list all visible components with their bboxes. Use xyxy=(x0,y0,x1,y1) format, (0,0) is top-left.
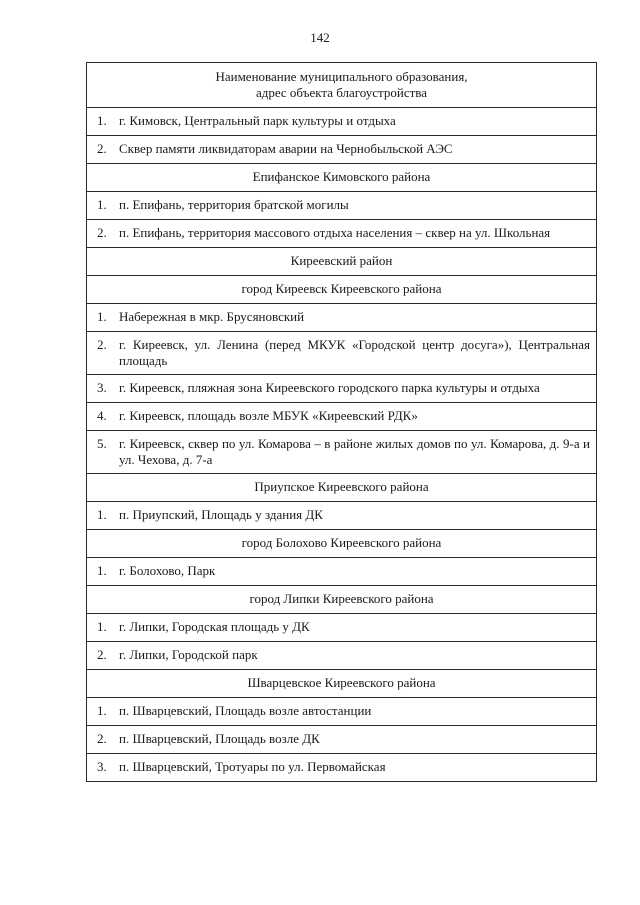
item-cell xyxy=(87,304,597,332)
item-number: 1. xyxy=(97,507,107,522)
item-number: 4. xyxy=(97,408,107,423)
item-cell xyxy=(87,220,597,248)
section-row xyxy=(87,276,597,304)
item-cell xyxy=(87,502,597,530)
item-cell xyxy=(87,431,597,474)
item-cell xyxy=(87,754,597,782)
section-title: город Киреевск Киреевского района xyxy=(87,276,597,304)
list-item xyxy=(93,225,590,241)
list-item xyxy=(93,619,590,635)
section-row xyxy=(87,474,597,502)
table-row xyxy=(87,502,597,530)
item-cell xyxy=(87,375,597,403)
table-row xyxy=(87,304,597,332)
list-item xyxy=(93,647,590,663)
table-row xyxy=(87,108,597,136)
table-header-cell xyxy=(87,63,597,108)
section-title: Приупское Киреевского района xyxy=(87,474,597,502)
item-cell xyxy=(87,726,597,754)
section-row xyxy=(87,530,597,558)
table-row xyxy=(87,375,597,403)
item-number: 2. xyxy=(97,731,107,746)
header-line-2: адрес объекта благоустройства xyxy=(255,85,428,100)
item-address: г. Липки, Городской парк xyxy=(119,647,258,662)
section-row xyxy=(87,248,597,276)
item-cell xyxy=(87,698,597,726)
list-item xyxy=(93,113,590,129)
item-address: Набережная в мкр. Брусяновский xyxy=(119,309,305,324)
table-row xyxy=(87,332,597,375)
item-number: 5. xyxy=(97,436,107,451)
item-address: п. Приупский, Площадь у здания ДК xyxy=(119,507,323,522)
section-title: город Липки Киреевского района xyxy=(87,586,597,614)
item-number: 2. xyxy=(97,647,107,662)
list-item xyxy=(93,197,590,213)
table-row xyxy=(87,726,597,754)
item-address: г. Болохово, Парк xyxy=(119,563,216,578)
item-number: 1. xyxy=(97,309,107,324)
table-row xyxy=(87,754,597,782)
list-item xyxy=(93,563,590,579)
item-address: п. Епифань, территория массового отдыха населения – сквер на ул. Школьная xyxy=(119,225,551,240)
item-number: 1. xyxy=(97,563,107,578)
item-number: 3. xyxy=(97,380,107,395)
table-row xyxy=(87,558,597,586)
item-number: 2. xyxy=(97,141,107,156)
list-item xyxy=(93,141,590,157)
section-title: Епифанское Кимовского района xyxy=(87,164,597,192)
item-address: г. Кимовск, Центральный парк культуры и отдыха xyxy=(119,113,396,128)
section-title: Киреевский район xyxy=(87,248,597,276)
item-address: г. Киреевск, сквер по ул. Комарова – в районе жилых домов по ул. Комарова, д. 9-а и ул. Чехова, д. 7-а xyxy=(119,436,590,467)
item-number: 1. xyxy=(97,619,107,634)
section-row xyxy=(87,586,597,614)
section-title: Шварцевское Киреевского района xyxy=(87,670,597,698)
table-row xyxy=(87,192,597,220)
item-address: п. Епифань, территория братской могилы xyxy=(119,197,349,212)
item-number: 1. xyxy=(97,703,107,718)
table-body xyxy=(87,63,597,782)
list-item xyxy=(93,731,590,747)
item-address: Сквер памяти ликвидаторам аварии на Чернобыльской АЭС xyxy=(119,141,453,156)
page-number: 142 xyxy=(310,30,330,45)
item-address: г. Киреевск, площадь возле МБУК «Киреевский РДК» xyxy=(119,408,418,423)
item-cell xyxy=(87,192,597,220)
section-title: город Болохово Киреевского района xyxy=(87,530,597,558)
table-row xyxy=(87,403,597,431)
section-row xyxy=(87,670,597,698)
item-cell xyxy=(87,558,597,586)
item-number: 2. xyxy=(97,337,107,352)
header-line-1: Наименование муниципального образования, xyxy=(215,69,468,84)
item-address: г. Киреевск, пляжная зона Киреевского городского парка культуры и отдыха xyxy=(119,380,540,395)
table-header-row xyxy=(87,63,597,108)
item-number: 1. xyxy=(97,113,107,128)
table-row xyxy=(87,642,597,670)
section-row xyxy=(87,164,597,192)
item-cell xyxy=(87,403,597,431)
objects-table xyxy=(86,62,597,782)
table-row xyxy=(87,614,597,642)
item-cell xyxy=(87,136,597,164)
table-row xyxy=(87,220,597,248)
item-cell xyxy=(87,108,597,136)
item-cell xyxy=(87,642,597,670)
list-item xyxy=(93,759,590,775)
item-cell xyxy=(87,332,597,375)
table-row xyxy=(87,698,597,726)
list-item xyxy=(93,380,590,396)
table-row xyxy=(87,431,597,474)
item-address: п. Шварцевский, Тротуары по ул. Первомайская xyxy=(119,759,386,774)
list-item xyxy=(93,408,590,424)
item-number: 2. xyxy=(97,225,107,240)
item-address: г. Киреевск, ул. Ленина (перед МКУК «Городской центр досуга»), Центральная площадь xyxy=(119,337,590,368)
item-cell xyxy=(87,614,597,642)
item-number: 1. xyxy=(97,197,107,212)
item-address: п. Шварцевский, Площадь возле автостанции xyxy=(119,703,372,718)
list-item xyxy=(93,337,590,369)
item-address: п. Шварцевский, Площадь возле ДК xyxy=(119,731,320,746)
table-row xyxy=(87,136,597,164)
list-item xyxy=(93,703,590,719)
list-item xyxy=(93,507,590,523)
item-number: 3. xyxy=(97,759,107,774)
item-address: г. Липки, Городская площадь у ДК xyxy=(119,619,310,634)
list-item xyxy=(93,436,590,468)
list-item xyxy=(93,309,590,325)
